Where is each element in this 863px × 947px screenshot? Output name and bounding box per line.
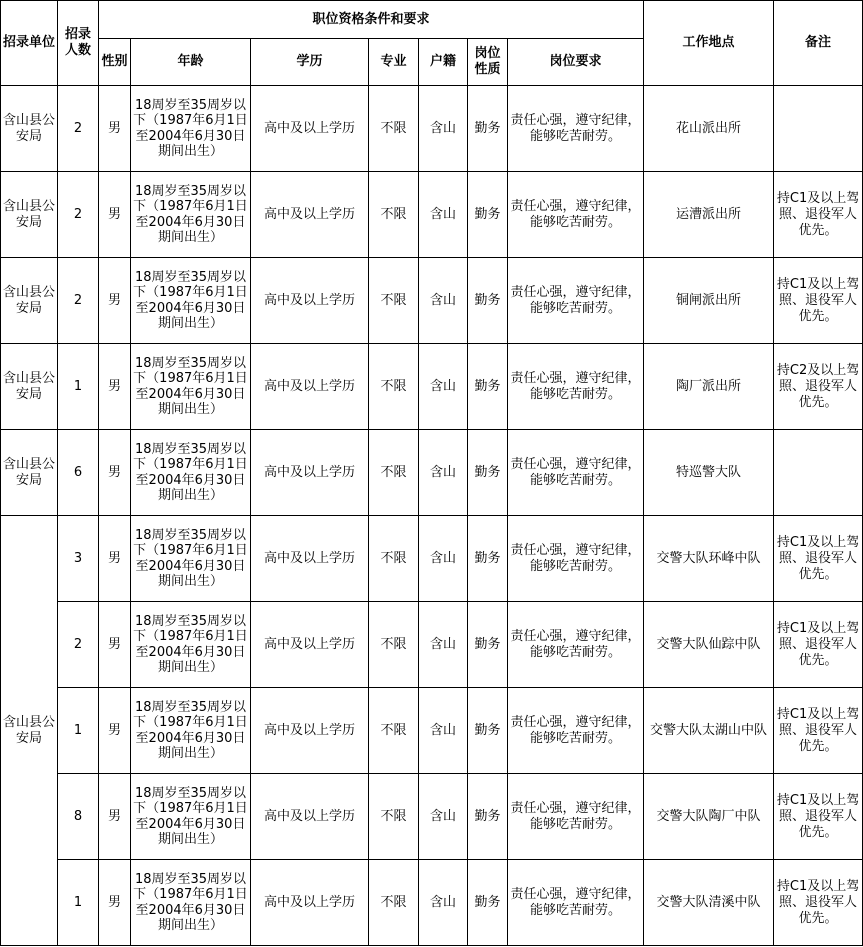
cell-count: 1	[58, 688, 99, 774]
table-row	[1, 860, 863, 946]
cell-age: 18周岁至35周岁以下（1987年6月1日至2004年6月30日期间出生）	[131, 860, 251, 946]
cell-count: 1	[58, 344, 99, 430]
cell-count: 2	[58, 258, 99, 344]
cell-age: 18周岁至35周岁以下（1987年6月1日至2004年6月30日期间出生）	[131, 430, 251, 516]
table-row	[1, 516, 863, 602]
cell-remark: 持C2及以上驾照、退役军人优先。	[774, 344, 863, 430]
cell-requirement: 责任心强，遵守纪律，能够吃苦耐劳。	[508, 86, 644, 172]
cell-count: 6	[58, 430, 99, 516]
cell-major: 不限	[369, 688, 419, 774]
cell-requirement: 责任心强，遵守纪律，能够吃苦耐劳。	[508, 258, 644, 344]
cell-remark: 持C1及以上驾照、退役军人优先。	[774, 860, 863, 946]
header-gender: 性别	[99, 39, 131, 86]
cell-remark: 持C1及以上驾照、退役军人优先。	[774, 516, 863, 602]
header-count: 招录人数	[58, 1, 99, 86]
cell-requirement: 责任心强，遵守纪律，能够吃苦耐劳。	[508, 172, 644, 258]
cell-location: 交警大队太湖山中队	[644, 688, 774, 774]
cell-remark: 持C1及以上驾照、退役军人优先。	[774, 258, 863, 344]
cell-education: 高中及以上学历	[251, 774, 369, 860]
cell-nature: 勤务	[468, 172, 508, 258]
cell-education: 高中及以上学历	[251, 516, 369, 602]
cell-nature: 勤务	[468, 258, 508, 344]
cell-gender: 男	[99, 860, 131, 946]
cell-major: 不限	[369, 172, 419, 258]
cell-age: 18周岁至35周岁以下（1987年6月1日至2004年6月30日期间出生）	[131, 688, 251, 774]
cell-count: 1	[58, 860, 99, 946]
cell-nature: 勤务	[468, 688, 508, 774]
cell-major: 不限	[369, 430, 419, 516]
cell-location: 花山派出所	[644, 86, 774, 172]
cell-location: 交警大队清溪中队	[644, 860, 774, 946]
cell-unit: 含山县公安局	[1, 172, 58, 258]
cell-household: 含山	[419, 430, 468, 516]
cell-location: 陶厂派出所	[644, 344, 774, 430]
cell-major: 不限	[369, 860, 419, 946]
header-location: 工作地点	[644, 1, 774, 86]
cell-age: 18周岁至35周岁以下（1987年6月1日至2004年6月30日期间出生）	[131, 602, 251, 688]
cell-requirement: 责任心强，遵守纪律，能够吃苦耐劳。	[508, 602, 644, 688]
cell-gender: 男	[99, 430, 131, 516]
cell-major: 不限	[369, 602, 419, 688]
cell-remark	[774, 86, 863, 172]
cell-household: 含山	[419, 860, 468, 946]
cell-requirement: 责任心强，遵守纪律，能够吃苦耐劳。	[508, 344, 644, 430]
cell-household: 含山	[419, 86, 468, 172]
table-row	[1, 172, 863, 258]
cell-remark	[774, 430, 863, 516]
cell-education: 高中及以上学历	[251, 86, 369, 172]
cell-requirement: 责任心强，遵守纪律，能够吃苦耐劳。	[508, 516, 644, 602]
cell-nature: 勤务	[468, 430, 508, 516]
cell-major: 不限	[369, 86, 419, 172]
cell-household: 含山	[419, 258, 468, 344]
cell-requirement: 责任心强，遵守纪律，能够吃苦耐劳。	[508, 688, 644, 774]
header-education: 学历	[251, 39, 369, 86]
table-row	[1, 688, 863, 774]
cell-gender: 男	[99, 516, 131, 602]
cell-count: 3	[58, 516, 99, 602]
cell-unit-merged: 含山县公安局	[1, 516, 58, 946]
cell-count: 2	[58, 602, 99, 688]
cell-nature: 勤务	[468, 774, 508, 860]
cell-education: 高中及以上学历	[251, 602, 369, 688]
cell-age: 18周岁至35周岁以下（1987年6月1日至2004年6月30日期间出生）	[131, 516, 251, 602]
cell-gender: 男	[99, 258, 131, 344]
header-remark: 备注	[774, 1, 863, 86]
cell-remark: 持C1及以上驾照、退役军人优先。	[774, 688, 863, 774]
cell-age: 18周岁至35周岁以下（1987年6月1日至2004年6月30日期间出生）	[131, 86, 251, 172]
cell-nature: 勤务	[468, 516, 508, 602]
table-row	[1, 86, 863, 172]
cell-remark: 持C1及以上驾照、退役军人优先。	[774, 172, 863, 258]
cell-nature: 勤务	[468, 86, 508, 172]
cell-nature: 勤务	[468, 860, 508, 946]
cell-household: 含山	[419, 602, 468, 688]
cell-age: 18周岁至35周岁以下（1987年6月1日至2004年6月30日期间出生）	[131, 344, 251, 430]
cell-location: 运漕派出所	[644, 172, 774, 258]
cell-age: 18周岁至35周岁以下（1987年6月1日至2004年6月30日期间出生）	[131, 172, 251, 258]
cell-age: 18周岁至35周岁以下（1987年6月1日至2004年6月30日期间出生）	[131, 258, 251, 344]
cell-household: 含山	[419, 344, 468, 430]
cell-requirement: 责任心强，遵守纪律，能够吃苦耐劳。	[508, 430, 644, 516]
cell-education: 高中及以上学历	[251, 344, 369, 430]
cell-gender: 男	[99, 344, 131, 430]
cell-requirement: 责任心强，遵守纪律，能够吃苦耐劳。	[508, 860, 644, 946]
cell-gender: 男	[99, 602, 131, 688]
cell-household: 含山	[419, 172, 468, 258]
header-requirement: 岗位要求	[508, 39, 644, 86]
cell-gender: 男	[99, 688, 131, 774]
cell-gender: 男	[99, 774, 131, 860]
cell-major: 不限	[369, 774, 419, 860]
cell-location: 交警大队环峰中队	[644, 516, 774, 602]
cell-gender: 男	[99, 172, 131, 258]
cell-education: 高中及以上学历	[251, 172, 369, 258]
cell-household: 含山	[419, 516, 468, 602]
cell-count: 8	[58, 774, 99, 860]
cell-gender: 男	[99, 86, 131, 172]
cell-age: 18周岁至35周岁以下（1987年6月1日至2004年6月30日期间出生）	[131, 774, 251, 860]
table-row	[1, 602, 863, 688]
cell-location: 交警大队陶厂中队	[644, 774, 774, 860]
header-qualifications: 职位资格条件和要求	[99, 1, 644, 39]
cell-education: 高中及以上学历	[251, 430, 369, 516]
cell-nature: 勤务	[468, 602, 508, 688]
cell-household: 含山	[419, 774, 468, 860]
cell-major: 不限	[369, 258, 419, 344]
cell-education: 高中及以上学历	[251, 688, 369, 774]
header-age: 年龄	[131, 39, 251, 86]
cell-location: 铜闸派出所	[644, 258, 774, 344]
header-major: 专业	[369, 39, 419, 86]
cell-count: 2	[58, 172, 99, 258]
cell-nature: 勤务	[468, 344, 508, 430]
cell-remark: 持C1及以上驾照、退役军人优先。	[774, 602, 863, 688]
cell-location: 交警大队仙踪中队	[644, 602, 774, 688]
cell-count: 2	[58, 86, 99, 172]
cell-education: 高中及以上学历	[251, 860, 369, 946]
cell-location: 特巡警大队	[644, 430, 774, 516]
table-row	[1, 430, 863, 516]
cell-major: 不限	[369, 344, 419, 430]
cell-household: 含山	[419, 688, 468, 774]
header-nature: 岗位性质	[468, 39, 508, 86]
cell-unit: 含山县公安局	[1, 344, 58, 430]
cell-education: 高中及以上学历	[251, 258, 369, 344]
cell-requirement: 责任心强，遵守纪律，能够吃苦耐劳。	[508, 774, 644, 860]
cell-unit: 含山县公安局	[1, 430, 58, 516]
cell-major: 不限	[369, 516, 419, 602]
cell-unit: 含山县公安局	[1, 258, 58, 344]
table-row	[1, 774, 863, 860]
table-row	[1, 344, 863, 430]
header-household: 户籍	[419, 39, 468, 86]
table-row	[1, 258, 863, 344]
cell-remark: 持C1及以上驾照、退役军人优先。	[774, 774, 863, 860]
cell-unit: 含山县公安局	[1, 86, 58, 172]
header-unit: 招录单位	[1, 1, 58, 86]
